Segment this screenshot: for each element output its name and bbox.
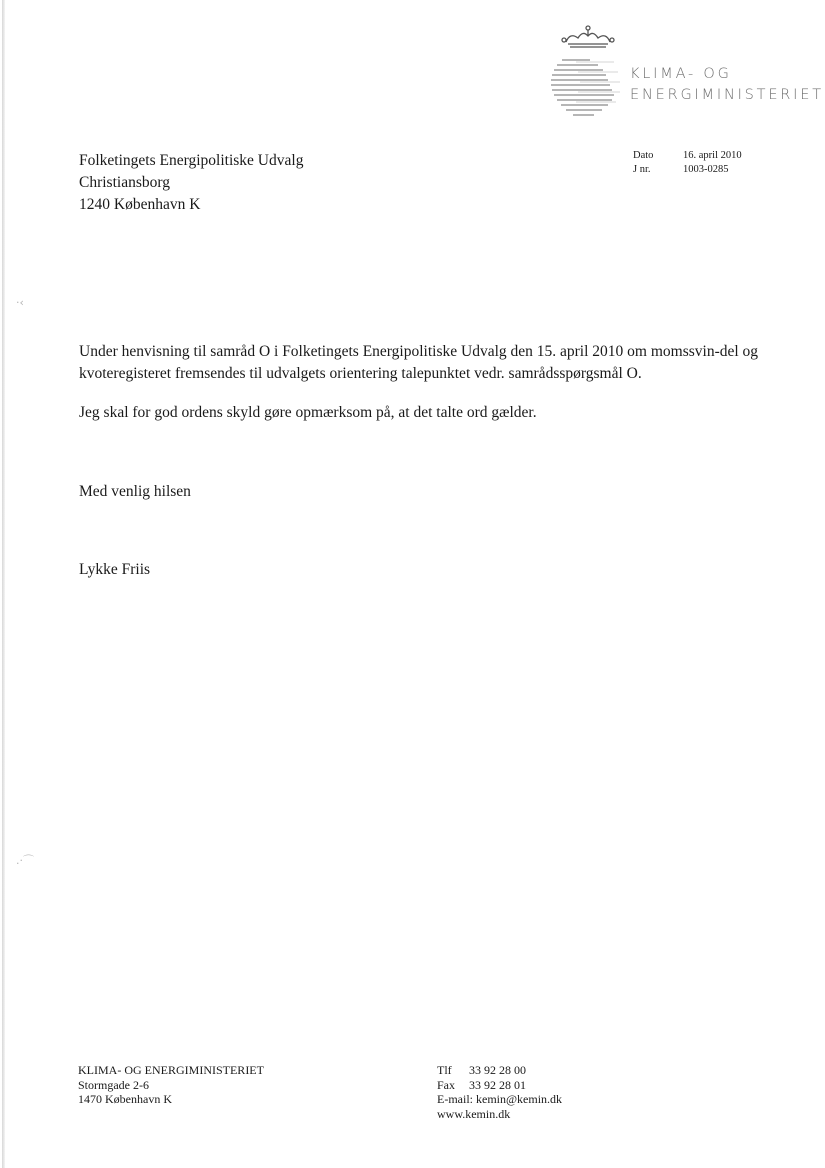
recipient-line-2: Christiansborg bbox=[79, 174, 170, 191]
ministry-logo-text bbox=[630, 64, 824, 106]
body-paragraph-2: Jeg skal for god ordens skyld gøre opmærksom på, at det talte ord gælder. bbox=[79, 404, 537, 421]
footer-address bbox=[78, 1063, 264, 1107]
reference-label: J nr. bbox=[633, 164, 651, 175]
body-paragraph-1: Under henvisning til samråd O i Folketingets Energipolitiske Udvalg den 15. april 2010 om momssvin-del og kvoteregisteret fremsendes til udvalgets orientering talepunktet vedr. samrådsspørgsmål O. bbox=[79, 343, 759, 382]
date-row bbox=[633, 149, 742, 163]
letter-meta bbox=[633, 149, 742, 177]
footer-city: 1470 København K bbox=[78, 1092, 172, 1106]
footer-phone-row bbox=[437, 1063, 562, 1078]
logo-line-2: ENERGIMINISTERIET bbox=[630, 87, 824, 103]
footer-org: KLIMA- OG ENERGIMINISTERIET bbox=[78, 1063, 264, 1077]
scan-edge bbox=[2, 0, 5, 1168]
footer-phone-value: 33 92 28 00 bbox=[469, 1063, 526, 1077]
recipient-line-3: 1240 København K bbox=[79, 196, 201, 213]
logo-line-1: KLIMA- OG bbox=[630, 66, 732, 82]
recipient-line-1: Folketingets Energipolitiske Udvalg bbox=[79, 152, 304, 169]
crown-globe-emblem bbox=[548, 22, 628, 127]
date-value: 16. april 2010 bbox=[683, 150, 742, 161]
footer-fax-label: Fax bbox=[437, 1077, 455, 1092]
letter-body bbox=[79, 341, 759, 424]
ministry-logo bbox=[548, 22, 824, 127]
closing-salutation: Med venlig hilsen bbox=[79, 483, 191, 500]
footer-phone-label: Tlf bbox=[437, 1063, 452, 1077]
footer-street: Stormgade 2-6 bbox=[78, 1077, 149, 1092]
footer-fax-row bbox=[437, 1078, 562, 1093]
recipient-address bbox=[79, 150, 303, 216]
footer-email: E-mail: kemin@kemin.dk bbox=[437, 1092, 563, 1106]
reference-row bbox=[633, 163, 742, 177]
footer-website: www.kemin.dk bbox=[437, 1106, 511, 1121]
reference-value: 1003-0285 bbox=[683, 164, 729, 175]
footer-contact bbox=[437, 1063, 562, 1121]
date-label: Dato bbox=[633, 150, 654, 161]
scan-speck: .·⌒ bbox=[16, 854, 34, 867]
signer-name: Lykke Friis bbox=[79, 561, 151, 578]
footer-fax-value: 33 92 28 01 bbox=[469, 1077, 526, 1092]
scan-speck: ·‹ bbox=[16, 296, 24, 309]
